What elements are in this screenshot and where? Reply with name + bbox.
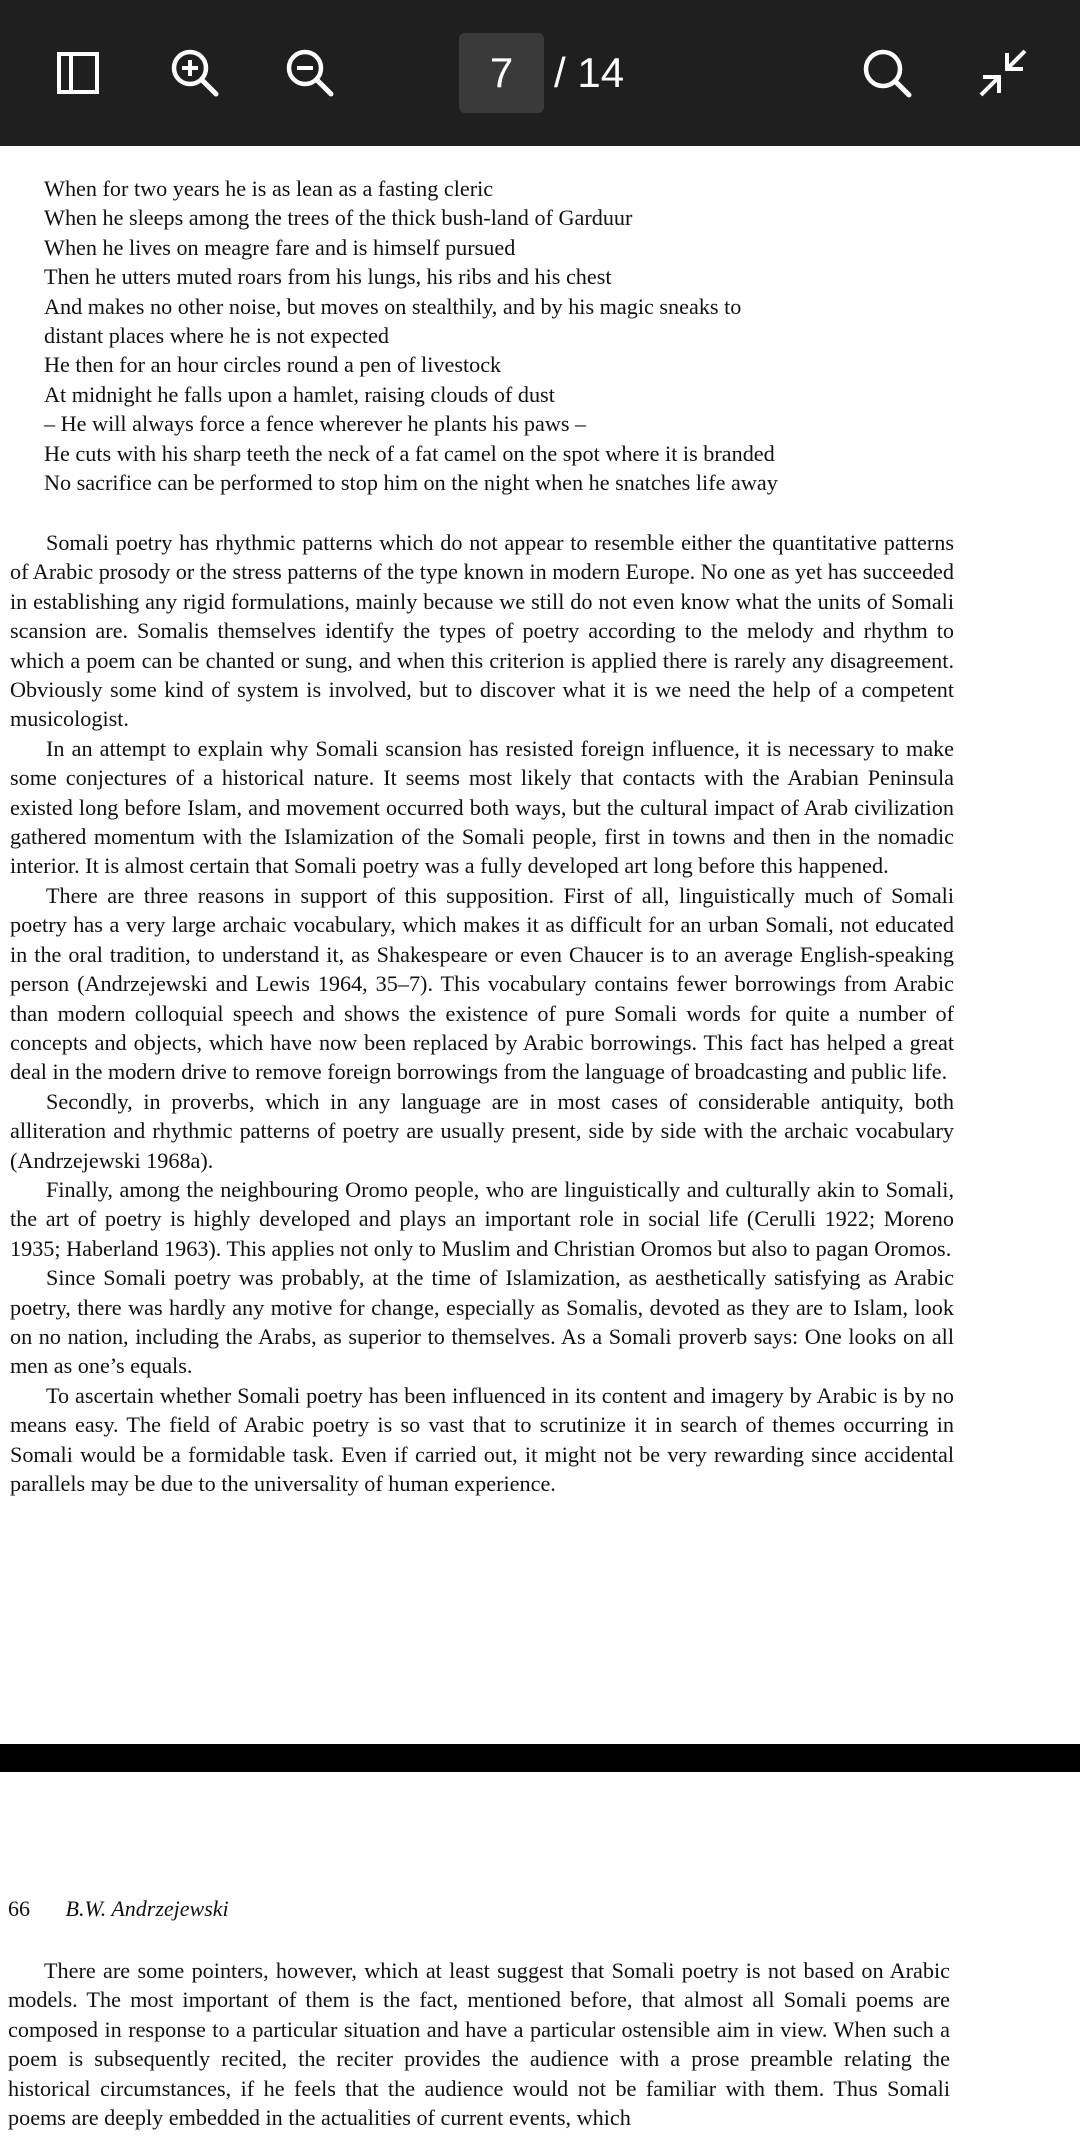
verse-line: When for two years he is as lean as a fasting cleric (44, 176, 494, 201)
page-number-input[interactable]: 7 (459, 33, 544, 113)
running-header (8, 1896, 229, 1922)
page-number: 66 (8, 1896, 30, 1921)
verse-line: Then he utters muted roars from his lungs, his ribs and his chest (44, 264, 612, 290)
verse-line: When he sleeps among the trees of the thick bush-land of Garduur (44, 205, 633, 231)
zoom-out-button[interactable] (265, 33, 355, 113)
paragraph: Secondly, in proverbs, which in any language are in most cases of considerable antiquity, both alliteration and rhythmic patterns of poetry are usually present, side by side with the archaic vocabulary (Andrzejewski 1968a). (10, 1088, 954, 1173)
sidebar-toggle-button[interactable] (33, 33, 123, 113)
search-icon (859, 45, 915, 101)
verse-line: When he lives on meagre fare and is himself pursued (44, 234, 516, 260)
zoom-in-button[interactable] (150, 33, 240, 113)
verse-line: At midnight he falls upon a hamlet, raising clouds of dust (44, 381, 555, 407)
zoom-in-icon (169, 47, 221, 99)
document-page (0, 1772, 1080, 2140)
verse-line: He then for an hour circles round a pen of livestock (44, 352, 502, 378)
zoom-out-icon (284, 47, 336, 99)
paragraph: There are three reasons in support of this supposition. First of all, linguistically much of Somali poetry has a very large archaic vocabulary, which makes it as difficult for an urban Somali, not educated in the oral tradition, to understand it, as Shakespeare or even Chaucer is to an average English-speaking person (Andrzejewski and Lewis 1964, 35–7). This vocabulary contains fewer borrowings from Arabic than modern colloquial speech and shows the existence of pure Somali words for quite a number of concepts and objects, which have now been replaced by Arabic borrowings. This fact has helped a great deal in the modern drive to remove foreign borrowings from the language of broadcasting and public life. (10, 882, 954, 1085)
verse-line: He cuts with his sharp teeth the neck of a fat camel on the spot where it is branded (44, 440, 775, 466)
verse-line: distant places where he is not expected (44, 323, 390, 349)
sidebar-toggle-icon (55, 50, 101, 96)
paragraph: There are some pointers, however, which at least suggest that Somali poetry is not based on Arabic models. The most important of them is the fact, mentioned before, that almost all Somali poems are composed in response to a particular situation and have a particular ostensible aim in view. When such a poem is subsequently recited, the reciter provides the audience with a prose preamble relating the historical circumstances, if he feels that the audience would not be familiar with them. Thus Somali poems are deeply embedded in the actualities of current events, which (8, 1958, 950, 2131)
body-text (10, 528, 954, 1498)
verse-line: – He will always force a fence wherever he plants his paws – (44, 411, 587, 437)
page-total-label: / 14 (554, 49, 625, 96)
exit-fullscreen-button[interactable] (958, 33, 1048, 113)
running-header-author: B.W. Andrzejewski (65, 1896, 229, 1921)
paragraph: To ascertain whether Somali poetry has been influenced in its content and imagery by Arabic is by no means easy. The field of Arabic poetry is so vast that to scrutinize it in search of themes occurring in Somali would be a formidable task. Even if carried out, it might not be very rewarding since accidental parallels may be due to the universality of human experience. (10, 1382, 954, 1496)
paragraph: Somali poetry has rhythmic patterns which do not appear to resemble either the quantitative patterns of Arabic prosody or the stress patterns of the type known in modern Europe. No one as yet has succeeded in establishing any rigid formulations, mainly because we still do not even know what the units of Somali scansion are. Somalis themselves identify the types of poetry according to the melody and rhythm to which a poem can be chanted or sung, and when this criterion is applied there is rarely any disagreement. Obviously some kind of system is involved, but to discover what it is we need the help of a competent musicologist. (10, 530, 954, 732)
exit-fullscreen-icon (977, 47, 1029, 99)
search-button[interactable] (842, 33, 932, 113)
paragraph: Since Somali poetry was probably, at the time of Islamization, as aesthetically satisfying as Arabic poetry, there was hardly any motive for change, especially as Somalis, devoted as they are to Islam, look on no nation, including the Arabs, as superior to themselves. As a Somali proverb says: One looks on all men as one’s equals. (10, 1265, 954, 1379)
verse-block (44, 174, 1044, 497)
document-page (0, 146, 1080, 1744)
body-text (8, 1956, 950, 2132)
toolbar (0, 0, 1080, 146)
paragraph: Finally, among the neighbouring Oromo people, who are linguistically and culturally akin to Somali, the art of poetry is highly developed and plays an important role in social life (Cerulli 1922; Moreno 1935; Haberland 1963). This applies not only to Muslim and Christian Oromos but also to pagan Oromos. (10, 1176, 954, 1261)
paragraph: In an attempt to explain why Somali scansion has resisted foreign influence, it is necessary to make some conjectures of a historical nature. It seems most likely that contacts with the Arabian Peninsula existed long before Islam, and movement occurred both ways, but the cultural impact of Arab civilization gathered momentum with the Islamization of the Somali people, first in towns and then in the nomadic interior. It is almost certain that Somali poetry was a fully developed art long before this happened. (10, 735, 954, 879)
verse-line: No sacrifice can be performed to stop him on the night when he snatches life away (44, 470, 778, 496)
page-separator (0, 1744, 1080, 1772)
verse-line: And makes no other noise, but moves on stealthily, and by his magic sneaks to (44, 293, 742, 319)
